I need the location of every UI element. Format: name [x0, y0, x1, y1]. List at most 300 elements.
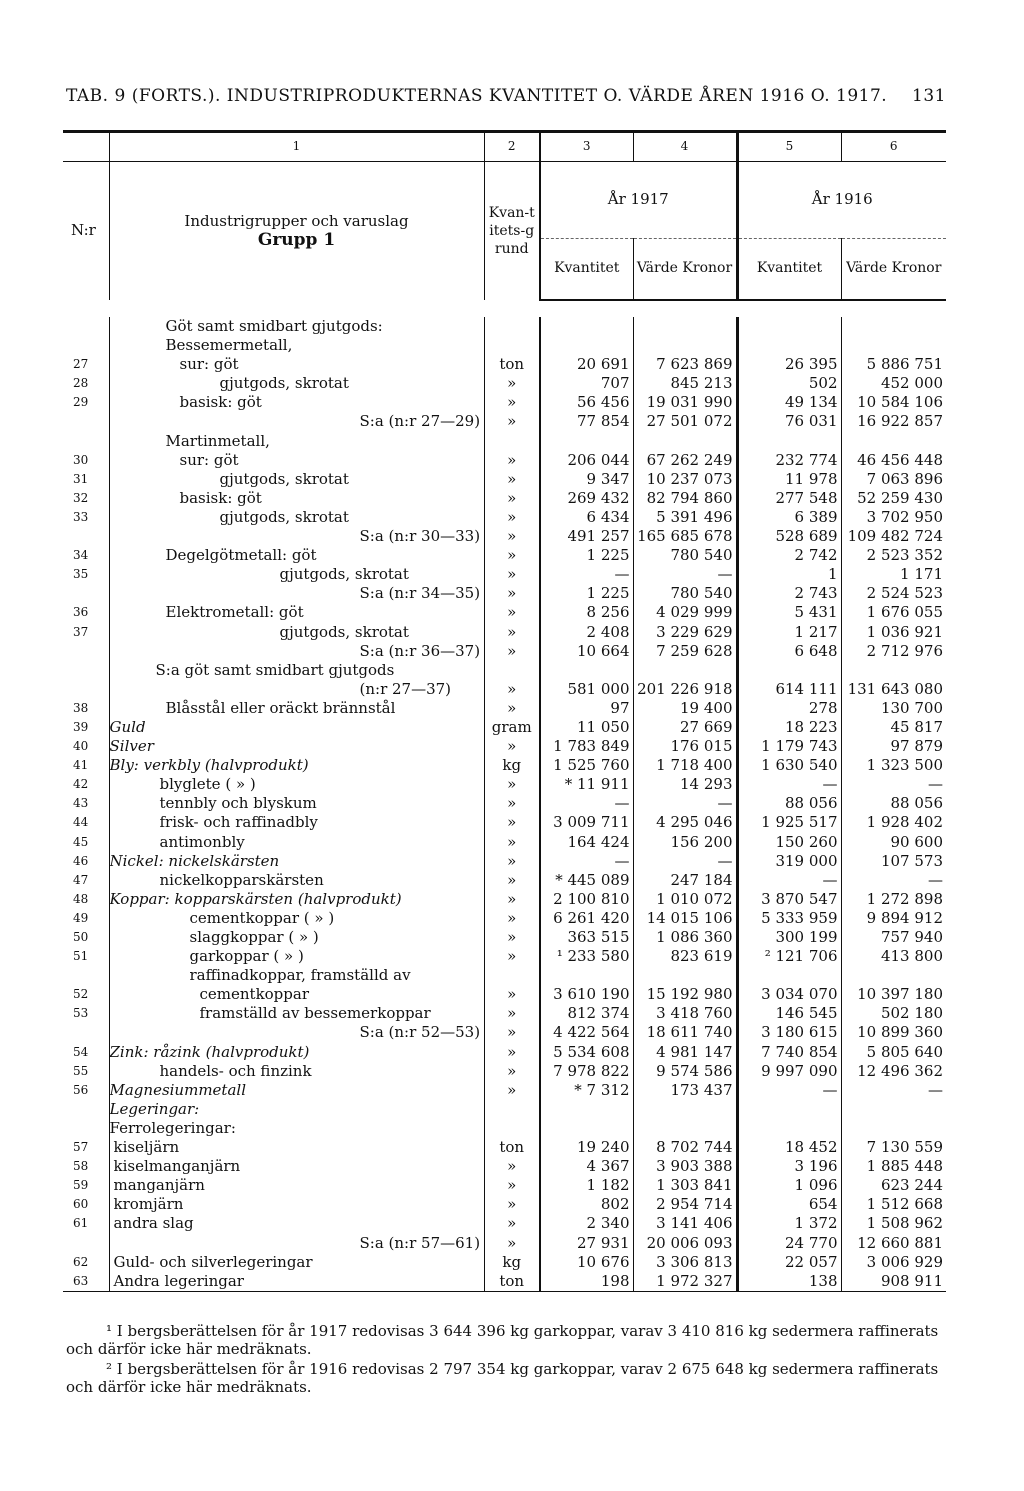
- table-row: [63, 1272, 946, 1292]
- quantity-1917-cell: 8 256: [540, 603, 633, 622]
- value-1916-cell: [841, 336, 946, 355]
- value-1916-cell: 90 600: [890, 832, 943, 851]
- value-1917-cell: —: [633, 565, 737, 584]
- table-row: [63, 432, 946, 451]
- quantity-1916-cell: 6 648: [737, 642, 841, 661]
- value-1917-cell: 3 229 629: [633, 623, 737, 642]
- row-unit: ton: [484, 1138, 540, 1157]
- row-label: basisk: göt: [109, 393, 484, 412]
- value-1916-cell: 46 456 448: [857, 450, 943, 469]
- quantity-1916-cell: —: [737, 1081, 841, 1100]
- value-1916-cell: 1 323 500: [866, 756, 943, 775]
- value-1916-cell: 1 928 402: [866, 813, 943, 832]
- row-label: handels- och finzink: [109, 1062, 484, 1081]
- value-1916-cell: 908 911: [880, 1271, 943, 1290]
- quantity-1916-cell: [737, 1119, 841, 1138]
- quantity-1916-cell: 3 034 070: [737, 985, 841, 1004]
- row-label: Martinmetall,: [109, 432, 484, 451]
- quantity-1917-cell: —: [540, 565, 633, 584]
- row-label: Koppar: kopparskärsten (halvprodukt): [109, 890, 484, 909]
- footnote: ¹ I bergsberättelsen för år 1917 redovisas 3 644 396 kg garkoppar, varav 3 410 816 kg sedermera raffinerats och därför icke här medräknats.: [66, 1322, 939, 1358]
- row-label: S:a (n:r 52—53): [109, 1023, 484, 1042]
- row-unit: »: [484, 584, 540, 603]
- quantity-1917-cell: 10 664: [540, 642, 633, 661]
- row-unit: [484, 1119, 540, 1138]
- value-1916-cell: 52 259 430: [857, 488, 943, 507]
- quantity-1917-cell: 5 534 608: [540, 1043, 633, 1062]
- quantity-1917-header: Kvantitet: [540, 239, 633, 301]
- column-number: 4: [633, 132, 737, 162]
- row-label: S:a göt samt smidbart gjutgods: [109, 661, 484, 680]
- quantity-1916-cell: 528 689: [737, 527, 841, 546]
- row-label: Guld: [109, 718, 484, 737]
- quantity-1917-cell: 19 240: [540, 1138, 633, 1157]
- quantity-1917-cell: ¹ 233 580: [540, 947, 633, 966]
- value-1917-cell: 173 437: [633, 1081, 737, 1100]
- table-title: TAB. 9 (FORTS.). INDUSTRIPRODUKTERNAS KVANTITET O. VÄRDE ÅREN 1916 O. 1917.: [66, 86, 888, 106]
- row-number: [63, 317, 109, 336]
- quantity-1917-cell: 707: [540, 374, 633, 393]
- row-label: (n:r 27—37): [109, 680, 484, 699]
- row-number: [63, 680, 109, 699]
- row-label: tennbly och blyskum: [109, 794, 484, 813]
- table-row: [63, 527, 946, 546]
- quantity-1917-cell: 56 456: [540, 393, 633, 412]
- quantity-1917-cell: [540, 1119, 633, 1138]
- quantity-1917-cell: 363 515: [540, 928, 633, 947]
- value-1917-cell: 3 903 388: [633, 1157, 737, 1176]
- row-number: 30: [63, 451, 109, 470]
- row-label: gjutgods, skrotat: [109, 470, 484, 489]
- quantity-1916-cell: 24 770: [737, 1234, 841, 1253]
- value-1917-cell: 15 192 980: [633, 985, 737, 1004]
- quantity-1916-cell: 1 217: [737, 623, 841, 642]
- row-label: Elektrometall: göt: [109, 603, 484, 622]
- row-label: S:a (n:r 57—61): [109, 1234, 484, 1253]
- table-row: [63, 317, 946, 336]
- quantity-1917-cell: 802: [540, 1195, 633, 1214]
- quantity-1916-cell: 319 000: [737, 852, 841, 871]
- row-number: [63, 1100, 109, 1119]
- value-1917-cell: 156 200: [633, 833, 737, 852]
- quantity-1916-cell: 1 096: [737, 1176, 841, 1195]
- table-row: [63, 1253, 946, 1272]
- value-1916-cell: [841, 966, 946, 985]
- row-unit: »: [484, 1062, 540, 1081]
- row-label: antimonbly: [109, 833, 484, 852]
- row-unit: »: [484, 909, 540, 928]
- table-row: [63, 603, 946, 622]
- value-1917-cell: 4 029 999: [633, 603, 737, 622]
- value-1916-cell: 2 523 352: [866, 546, 943, 565]
- row-unit: »: [484, 393, 540, 412]
- value-1917-cell: 1 972 327: [633, 1272, 737, 1292]
- quantity-1916-cell: 3 196: [737, 1157, 841, 1176]
- row-label: framställd av bessemerkoppar: [109, 1004, 484, 1023]
- row-label: cementkoppar: [109, 985, 484, 1004]
- value-1917-cell: 780 540: [633, 546, 737, 565]
- value-1917-cell: 14 293: [633, 775, 737, 794]
- column-number-row: [63, 132, 946, 162]
- value-1916-cell: 12 496 362: [857, 1061, 943, 1080]
- value-1917-cell: 1 010 072: [633, 890, 737, 909]
- value-1917-cell: 176 015: [633, 737, 737, 756]
- value-1916-cell: 130 700: [880, 698, 943, 717]
- row-unit: »: [484, 680, 540, 699]
- value-1917-cell: 165 685 678: [633, 527, 737, 546]
- value-1917-cell: 19 031 990: [633, 393, 737, 412]
- row-number: 32: [63, 489, 109, 508]
- footnote: ² I bergsberättelsen för år 1916 redovisas 2 797 354 kg garkoppar, varav 2 675 648 kg sedermera raffinerats och därför icke här medräknats.: [66, 1360, 939, 1396]
- row-number: [63, 336, 109, 355]
- quantity-1917-cell: 27 931: [540, 1234, 633, 1253]
- value-1916-cell: 16 922 857: [857, 412, 943, 431]
- row-unit: »: [484, 737, 540, 756]
- quantity-1916-cell: [737, 966, 841, 985]
- value-1917-cell: 14 015 106: [633, 909, 737, 928]
- row-number: 49: [63, 909, 109, 928]
- value-1917-cell: 18 611 740: [633, 1023, 737, 1042]
- table-row: [63, 355, 946, 374]
- quantity-1917-cell: —: [540, 794, 633, 813]
- quantity-1916-cell: 3 870 547: [737, 890, 841, 909]
- quantity-1916-cell: 1 925 517: [737, 813, 841, 832]
- table-row: [63, 1062, 946, 1081]
- value-1916-cell: 2 712 976: [866, 641, 943, 660]
- quantity-1917-cell: 206 044: [540, 451, 633, 470]
- row-unit: »: [484, 412, 540, 431]
- row-label: gjutgods, skrotat: [109, 565, 484, 584]
- table-row: [63, 1176, 946, 1195]
- quantity-1917-cell: * 445 089: [540, 871, 633, 890]
- column-number: 2: [484, 132, 540, 162]
- value-1917-cell: 1 303 841: [633, 1176, 737, 1195]
- row-number: 45: [63, 833, 109, 852]
- value-1916-cell: 413 800: [880, 947, 943, 966]
- row-number: [63, 1119, 109, 1138]
- value-1917-cell: 10 237 073: [633, 470, 737, 489]
- row-label: kiselmanganjärn: [109, 1157, 484, 1176]
- row-number: 52: [63, 985, 109, 1004]
- row-label: manganjärn: [109, 1176, 484, 1195]
- quantity-1917-cell: * 7 312: [540, 1081, 633, 1100]
- value-1917-cell: 5 391 496: [633, 508, 737, 527]
- value-1917-cell: 4 981 147: [633, 1043, 737, 1062]
- row-number: 38: [63, 699, 109, 718]
- value-1917-cell: 67 262 249: [633, 451, 737, 470]
- row-unit: »: [484, 1176, 540, 1195]
- value-1916-cell: 2 524 523: [866, 584, 943, 603]
- table-row: [63, 1004, 946, 1023]
- quantity-1917-cell: [540, 317, 633, 336]
- quantity-1916-cell: 502: [737, 374, 841, 393]
- quantity-1917-cell: 9 347: [540, 470, 633, 489]
- row-label: garkoppar ( » ): [109, 947, 484, 966]
- quantity-1916-cell: 138: [737, 1272, 841, 1292]
- row-number: 43: [63, 794, 109, 813]
- row-unit: [484, 966, 540, 985]
- value-1916-cell: 3 006 929: [866, 1252, 943, 1271]
- value-1917-cell: 780 540: [633, 584, 737, 603]
- value-1917-header: Värde Kronor: [633, 239, 737, 301]
- value-1916-cell: 757 940: [880, 928, 943, 946]
- value-1917-cell: [633, 336, 737, 355]
- quantity-1916-cell: 18 452: [737, 1138, 841, 1157]
- quantity-1916-cell: 2 743: [737, 584, 841, 603]
- value-1916-cell: 3 702 950: [866, 507, 943, 526]
- row-number: 63: [63, 1272, 109, 1292]
- value-1916-cell: 452 000: [880, 374, 943, 393]
- quantity-1917-cell: 812 374: [540, 1004, 633, 1023]
- table-row: [63, 1081, 946, 1100]
- nr-header: N:r: [63, 162, 109, 301]
- description-header-label: Industrigrupper och varuslag: [184, 211, 409, 230]
- row-unit: »: [484, 451, 540, 470]
- row-unit: »: [484, 852, 540, 871]
- value-1917-cell: 82 794 860: [633, 489, 737, 508]
- quantity-1917-cell: * 11 911: [540, 775, 633, 794]
- row-label: Degelgötmetall: göt: [109, 546, 484, 565]
- description-header: [109, 162, 484, 301]
- year-1917-header: År 1917: [540, 162, 737, 239]
- column-number: 1: [109, 132, 484, 162]
- table-row: [63, 1043, 946, 1062]
- row-label: raffinadkoppar, framställd av: [109, 966, 484, 985]
- row-number: [63, 527, 109, 546]
- table-row: [63, 1119, 946, 1138]
- value-1916-cell: 1 508 962: [866, 1214, 943, 1233]
- quantity-1917-cell: 1 182: [540, 1176, 633, 1195]
- value-1917-cell: [633, 966, 737, 985]
- quantity-1916-cell: 1 179 743: [737, 737, 841, 756]
- row-label: gjutgods, skrotat: [109, 508, 484, 527]
- quantity-1916-cell: 3 180 615: [737, 1023, 841, 1042]
- table-row: [63, 1023, 946, 1042]
- quantity-1917-cell: 97: [540, 699, 633, 718]
- quantity-1916-cell: [737, 432, 841, 451]
- row-label: blyglete ( » ): [109, 775, 484, 794]
- quantity-1917-cell: 2 340: [540, 1214, 633, 1233]
- quantity-1916-cell: —: [737, 871, 841, 890]
- quantity-1916-cell: ² 121 706: [737, 947, 841, 966]
- quantity-1916-cell: 18 223: [737, 718, 841, 737]
- row-unit: »: [484, 1081, 540, 1100]
- value-1916-cell: 10 397 180: [857, 985, 943, 1004]
- quantity-1917-cell: [540, 432, 633, 451]
- row-number: 62: [63, 1253, 109, 1272]
- table-row: [63, 775, 946, 794]
- row-number: 39: [63, 718, 109, 737]
- quantity-1917-cell: 77 854: [540, 412, 633, 431]
- table-row: [63, 909, 946, 928]
- row-unit: [484, 336, 540, 355]
- row-number: 33: [63, 508, 109, 527]
- value-1916-cell: 109 482 724: [847, 527, 943, 546]
- quantity-1917-cell: 4 422 564: [540, 1023, 633, 1042]
- table-row: [63, 336, 946, 355]
- row-unit: ton: [484, 1272, 540, 1292]
- row-unit: [484, 1100, 540, 1119]
- value-1917-cell: 1 086 360: [633, 928, 737, 947]
- row-unit: »: [484, 1023, 540, 1042]
- row-label: Bessemermetall,: [109, 336, 484, 355]
- value-1917-cell: 201 226 918: [633, 680, 737, 699]
- row-number: 55: [63, 1062, 109, 1081]
- quantity-1917-cell: 2 100 810: [540, 890, 633, 909]
- quantity-1917-cell: 269 432: [540, 489, 633, 508]
- row-unit: »: [484, 890, 540, 909]
- row-number: 31: [63, 470, 109, 489]
- value-1917-cell: —: [633, 794, 737, 813]
- row-label: kromjärn: [109, 1195, 484, 1214]
- value-1917-cell: 3 306 813: [633, 1253, 737, 1272]
- row-label: slaggkoppar ( » ): [109, 928, 484, 947]
- row-number: 58: [63, 1157, 109, 1176]
- table-row: [63, 623, 946, 642]
- quantity-1916-cell: 278: [737, 699, 841, 718]
- table-row: [63, 813, 946, 832]
- value-1916-cell: [841, 432, 946, 451]
- quantity-1916-cell: 654: [737, 1195, 841, 1214]
- table-row: [63, 756, 946, 775]
- quantity-1917-cell: 6 261 420: [540, 909, 633, 928]
- quantity-1916-cell: 614 111: [737, 680, 841, 699]
- table-row: [63, 928, 946, 947]
- value-1917-cell: [633, 661, 737, 680]
- row-unit: »: [484, 928, 540, 947]
- unit-header: Kvan-titets-grund: [484, 162, 540, 301]
- row-unit: »: [484, 489, 540, 508]
- value-1916-cell: 97 879: [890, 737, 943, 756]
- value-1917-cell: 823 619: [633, 947, 737, 966]
- value-1916-cell: [841, 661, 946, 680]
- quantity-1917-cell: 20 691: [540, 355, 633, 374]
- row-unit: »: [484, 775, 540, 794]
- row-label: Silver: [109, 737, 484, 756]
- row-number: 48: [63, 890, 109, 909]
- quantity-1917-cell: 198: [540, 1272, 633, 1292]
- quantity-1916-cell: 5 431: [737, 603, 841, 622]
- quantity-1916-cell: 88 056: [737, 794, 841, 813]
- value-1916-cell: —: [928, 775, 943, 794]
- row-unit: »: [484, 508, 540, 527]
- quantity-1916-cell: 76 031: [737, 412, 841, 431]
- table-row: [63, 947, 946, 966]
- value-1916-cell: —: [928, 870, 943, 889]
- value-1917-cell: 2 954 714: [633, 1195, 737, 1214]
- footnotes: [66, 1322, 948, 1398]
- row-number: [63, 661, 109, 680]
- table-row: [63, 1138, 946, 1157]
- row-label: Guld- och silverlegeringar: [109, 1253, 484, 1272]
- row-unit: »: [484, 1195, 540, 1214]
- quantity-1916-cell: 232 774: [737, 451, 841, 470]
- row-label: S:a (n:r 34—35): [109, 584, 484, 603]
- table-row: [63, 584, 946, 603]
- value-1916-cell: 623 244: [880, 1176, 943, 1195]
- row-unit: »: [484, 985, 540, 1004]
- value-1916-cell: 45 817: [890, 717, 943, 736]
- table-row: [63, 1214, 946, 1233]
- row-unit: [484, 661, 540, 680]
- quantity-1916-cell: 1 630 540: [737, 756, 841, 775]
- row-number: [63, 1023, 109, 1042]
- value-1917-cell: 9 574 586: [633, 1062, 737, 1081]
- value-1917-cell: 4 295 046: [633, 813, 737, 832]
- row-unit: kg: [484, 756, 540, 775]
- table-body: [63, 317, 946, 1291]
- table-row: [63, 546, 946, 565]
- quantity-1917-cell: 491 257: [540, 527, 633, 546]
- quantity-1916-cell: 6 389: [737, 508, 841, 527]
- row-unit: [484, 432, 540, 451]
- value-1917-cell: 20 006 093: [633, 1234, 737, 1253]
- value-1917-cell: —: [633, 852, 737, 871]
- value-1916-cell: —: [928, 1080, 943, 1099]
- quantity-1917-cell: 11 050: [540, 718, 633, 737]
- row-number: 57: [63, 1138, 109, 1157]
- row-unit: »: [484, 813, 540, 832]
- value-1917-cell: 19 400: [633, 699, 737, 718]
- value-1917-cell: 247 184: [633, 871, 737, 890]
- value-1917-cell: 8 702 744: [633, 1138, 737, 1157]
- row-number: 54: [63, 1043, 109, 1062]
- value-1917-cell: 3 418 760: [633, 1004, 737, 1023]
- value-1917-cell: [633, 1100, 737, 1119]
- value-1916-cell: 502 180: [880, 1004, 943, 1023]
- row-unit: »: [484, 470, 540, 489]
- value-1916-cell: 7 063 896: [866, 469, 943, 488]
- table-row: [63, 871, 946, 890]
- row-unit: »: [484, 1214, 540, 1233]
- row-label: Zink: råzink (halvprodukt): [109, 1043, 484, 1062]
- row-label: cementkoppar ( » ): [109, 909, 484, 928]
- table-row: [63, 1100, 946, 1119]
- quantity-1916-cell: [737, 1100, 841, 1119]
- row-number: 41: [63, 756, 109, 775]
- row-unit: ton: [484, 355, 540, 374]
- row-unit: »: [484, 871, 540, 890]
- value-1917-cell: 7 259 628: [633, 642, 737, 661]
- quantity-1916-cell: 277 548: [737, 489, 841, 508]
- quantity-1916-cell: [737, 317, 841, 336]
- row-number: 28: [63, 374, 109, 393]
- row-number: 36: [63, 603, 109, 622]
- table-row: [63, 794, 946, 813]
- quantity-1917-cell: 3 009 711: [540, 813, 633, 832]
- row-number: 59: [63, 1176, 109, 1195]
- table-row: [63, 718, 946, 737]
- row-unit: »: [484, 947, 540, 966]
- table-row: [63, 393, 946, 412]
- quantity-1916-cell: 5 333 959: [737, 909, 841, 928]
- table-row: [63, 642, 946, 661]
- row-label: S:a (n:r 27—29): [109, 412, 484, 431]
- value-1916-cell: 5 886 751: [866, 355, 943, 374]
- row-unit: gram: [484, 718, 540, 737]
- quantity-1916-header: Kvantitet: [737, 239, 841, 301]
- value-1916-cell: 9 894 912: [866, 908, 943, 927]
- row-unit: »: [484, 1043, 540, 1062]
- quantity-1917-cell: 2 408: [540, 623, 633, 642]
- row-number: 37: [63, 623, 109, 642]
- table-row: [63, 412, 946, 431]
- table-row: [63, 1195, 946, 1214]
- row-label: S:a (n:r 36—37): [109, 642, 484, 661]
- quantity-1917-cell: 10 676: [540, 1253, 633, 1272]
- value-1917-cell: 3 141 406: [633, 1214, 737, 1233]
- row-number: 42: [63, 775, 109, 794]
